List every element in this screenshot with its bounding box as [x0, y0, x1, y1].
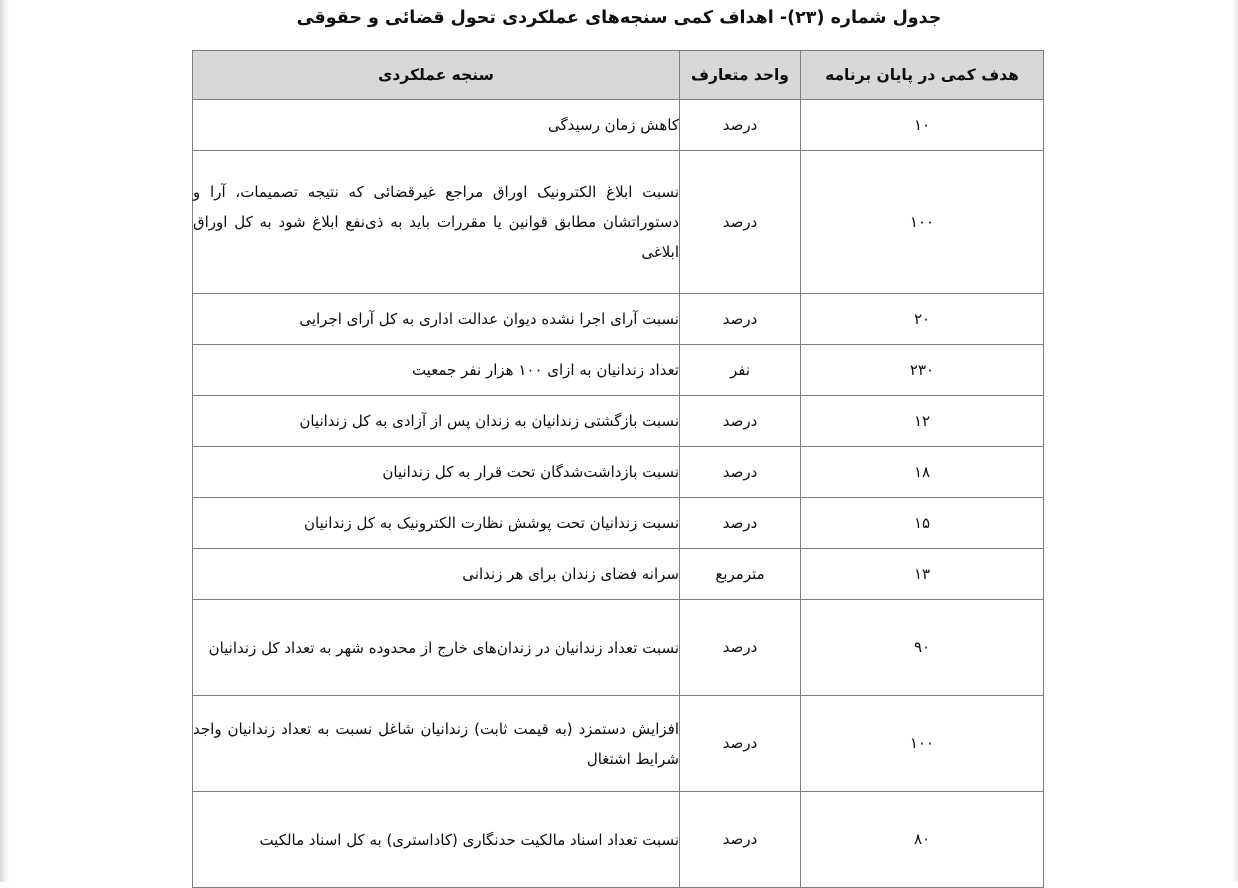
- cell-metric: نسبت تعداد زندانیان در زندان‌های خارج از محدوده شهر به تعداد کل زندانیان: [193, 600, 680, 696]
- cell-unit: درصد: [680, 151, 801, 294]
- cell-metric: سرانه فضای زندان برای هر زندانی: [193, 549, 680, 600]
- table-row: [193, 696, 1044, 792]
- cell-target: ۲۰: [801, 294, 1044, 345]
- column-header-unit: واحد متعارف: [680, 51, 801, 100]
- cell-metric: افزایش دستمزد (به قیمت ثابت) زندانیان شاغل نسبت به تعداد زندانیان واجد شرایط اشتغال: [193, 696, 680, 792]
- cell-target: ۱۸: [801, 447, 1044, 498]
- cell-target: ۱۰۰: [801, 696, 1044, 792]
- table-row: [193, 600, 1044, 696]
- cell-target: ۱۳: [801, 549, 1044, 600]
- cell-unit: نفر: [680, 345, 801, 396]
- table-row: [193, 396, 1044, 447]
- table-row: [193, 294, 1044, 345]
- cell-target: ۱۰: [801, 100, 1044, 151]
- table-header: [193, 51, 1044, 100]
- cell-metric: نسبت تعداد اسناد مالکیت حدنگاری (کاداستری) به کل اسناد مالکیت: [193, 792, 680, 888]
- cell-metric: نسبت بازگشتی زندانیان به زندان پس از آزادی به کل زندانیان: [193, 396, 680, 447]
- cell-target: ۱۵: [801, 498, 1044, 549]
- cell-unit: درصد: [680, 294, 801, 345]
- cell-unit: مترمربع: [680, 549, 801, 600]
- cell-metric: نسبت آرای اجرا نشده دیوان عدالت اداری به کل آرای اجرایی: [193, 294, 680, 345]
- table-row: [193, 549, 1044, 600]
- column-header-metric: سنجه عملکردی: [193, 51, 680, 100]
- kpi-table: [192, 50, 1044, 888]
- table-row: [193, 498, 1044, 549]
- cell-metric: تعداد زندانیان به ازای ۱۰۰ هزار نفر جمعیت: [193, 345, 680, 396]
- cell-unit: درصد: [680, 100, 801, 151]
- cell-metric: کاهش زمان رسیدگی: [193, 100, 680, 151]
- table-row: [193, 345, 1044, 396]
- cell-target: ۹۰: [801, 600, 1044, 696]
- cell-unit: درصد: [680, 696, 801, 792]
- cell-unit: درصد: [680, 498, 801, 549]
- cell-target: ۸۰: [801, 792, 1044, 888]
- cell-target: ۱۰۰: [801, 151, 1044, 294]
- cell-unit: درصد: [680, 792, 801, 888]
- cell-target: ۱۲: [801, 396, 1044, 447]
- page-title: جدول شماره (۲۳)- اهداف کمی سنجه‌های عملکردی تحول قضائی و حقوقی: [296, 8, 942, 28]
- cell-target: ۲۳۰: [801, 345, 1044, 396]
- table-row: [193, 100, 1044, 151]
- table-row: [193, 151, 1044, 294]
- table-row: [193, 447, 1044, 498]
- cell-unit: درصد: [680, 447, 801, 498]
- cell-metric: نسبت بازداشت‌شدگان تحت قرار به کل زندانیان: [193, 447, 680, 498]
- cell-unit: درصد: [680, 396, 801, 447]
- table-row: [193, 792, 1044, 888]
- cell-metric: نسبت ابلاغ الکترونیک اوراق مراجع غیرقضائی که نتیجه تصمیمات، آرا و دستوراتشان مطابق قوانین یا مقررات باید به ذی‌نفع ابلاغ شود به کل اوراق ابلاغی: [193, 151, 680, 294]
- kpi-table-container: [193, 50, 1044, 888]
- cell-unit: درصد: [680, 600, 801, 696]
- cell-metric: نسبت زندانیان تحت پوشش نظارت الکترونیک به کل زندانیان: [193, 498, 680, 549]
- table-header-row: [193, 51, 1044, 100]
- table-body: [193, 100, 1044, 888]
- column-header-target: هدف کمی در پایان برنامه: [801, 51, 1044, 100]
